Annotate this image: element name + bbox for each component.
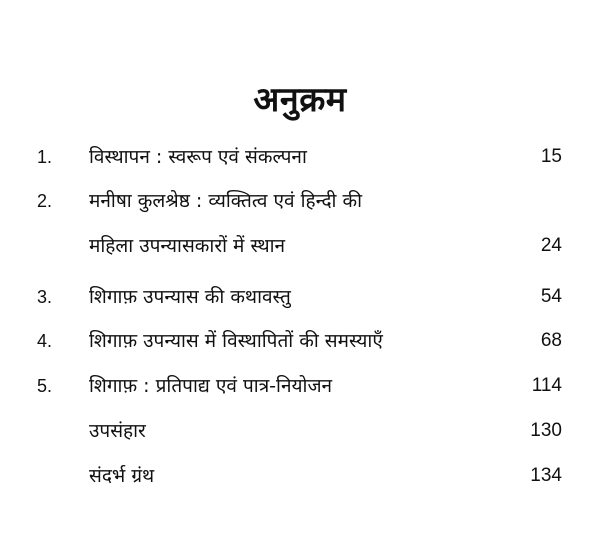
entry-title: संदर्भ ग्रंथ bbox=[89, 465, 155, 487]
entry-title: शिगाफ़ उपन्यास में विस्थापितों की समस्याएँ bbox=[89, 330, 383, 352]
entry-number: 4. bbox=[37, 331, 53, 351]
entry-page-number: 54 bbox=[540, 286, 562, 307]
entry-title: उपसंहार bbox=[89, 420, 146, 442]
toc-entry-4 bbox=[0, 324, 600, 358]
toc-entry-conclusion bbox=[0, 414, 600, 448]
entry-page-number: 130 bbox=[530, 420, 562, 441]
entry-title: विस्थापन : स्वरूप एवं संकल्पना bbox=[89, 146, 307, 168]
entry-title: महिला उपन्यासकारों में स्थान bbox=[89, 235, 286, 257]
entry-page-number: 114 bbox=[531, 375, 562, 396]
toc-entry-bibliography bbox=[0, 459, 600, 493]
entry-title: शिगाफ़ : प्रतिपाद्य एवं पात्र-नियोजन bbox=[89, 375, 333, 397]
toc-entry-1 bbox=[0, 140, 600, 174]
toc-entry-2-continued bbox=[0, 229, 600, 263]
entry-title: मनीषा कुलश्रेष्ठ : व्यक्तित्व एवं हिन्दी की bbox=[89, 190, 363, 212]
toc-entry-3 bbox=[0, 280, 600, 314]
entry-page-number: 15 bbox=[540, 146, 562, 167]
entry-page-number: 68 bbox=[540, 330, 562, 351]
entry-page-number: 24 bbox=[540, 235, 562, 256]
toc-entry-5 bbox=[0, 369, 600, 403]
entry-number: 2. bbox=[37, 191, 53, 211]
entry-number: 3. bbox=[37, 287, 53, 307]
entry-number: 1. bbox=[37, 147, 53, 167]
toc-entry-2 bbox=[0, 184, 600, 218]
contents-title: अनुक्रम bbox=[253, 80, 347, 120]
entry-title: शिगाफ़ उपन्यास की कथावस्तु bbox=[89, 286, 291, 308]
entry-number: 5. bbox=[37, 376, 53, 396]
entry-page-number: 134 bbox=[530, 465, 562, 486]
